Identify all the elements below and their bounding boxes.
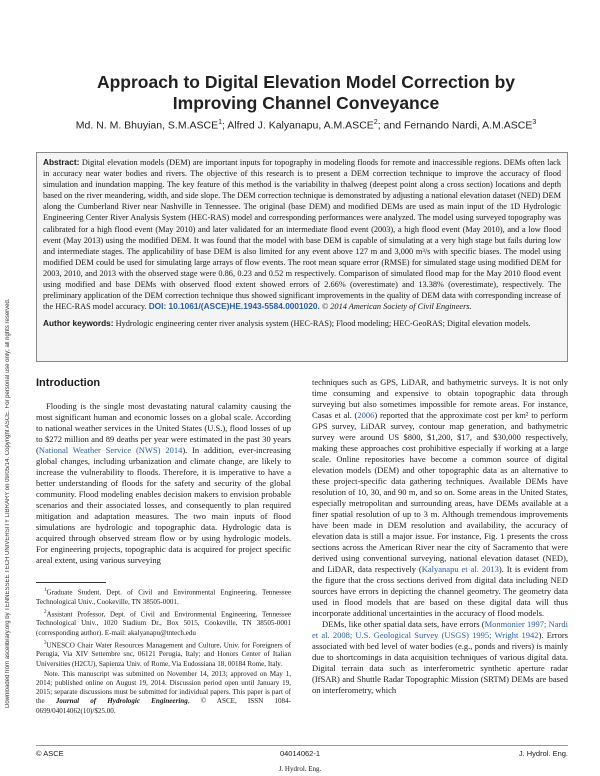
right-p2-text-a: DEMs, like other spatial data sets, have errors ( [322,619,485,629]
right-paragraph-2 [312,619,568,696]
footnote-3 [36,639,291,669]
footer-page-id: 04014062-1 [279,749,321,758]
keywords-label: Author keywords: [43,318,114,329]
author-list [40,119,572,132]
introduction-heading: Introduction [36,377,101,389]
download-notice: Downloaded from ascelibrary.org by TENNESSEE TECH UNIVERSITY LIBRARY on 09/05/14. Copyright ASCE. For personal use only; all rights reserved. [5,298,11,708]
footnote-2 [36,608,291,638]
abstract-label: Abstract: [43,157,80,167]
author-keywords [43,318,561,329]
author-3: ; and Fernando Nardi, A.M.ASCE [377,119,533,132]
manuscript-note [36,670,291,716]
keywords-list: Hydrologic engineering center river analysis system (HEC-RAS); Flood modeling; HEC-GeoRAS; Digital elevation models. [115,319,531,329]
author-1-affiliation-mark: 1 [218,119,223,126]
author-2: ; Alfred J. Kalyanapu, A.M.ASCE [222,119,374,132]
footer-divider [36,745,568,746]
abstract-text [43,157,561,312]
article-title: Approach to Digital Elevation Model Correction by Improving Channel Conveyance [96,72,516,113]
right-p1-text-a: techniques such as GPS, LiDAR, and bathymetric surveys. It is not only time consuming and expensive to obtain topographic data through surveying but also sometimes impossible for remote areas. For instance, Casas et al. ( [312,377,568,420]
right-paragraph-1 [312,377,568,619]
footnote-1 [36,586,291,607]
doi-link[interactable]: DOI: 10.1061/(ASCE)HE.1943-5584.0001020. [148,301,320,312]
note-text: Note. This manuscript was submitted on November 14, 2013; approved on May 1, 2014; published online on August 19, 2014. Discussion period open until January 19, 2015; separate discussions must be submitted for individual papers. This paper is part of the [36,669,291,706]
abstract-box [36,152,568,362]
footnote-1-text: Graduate Student, Dept. of Civil and Environmental Engineering, Tennessee Technological Univ., Cookeville, TN 38505-0001. [36,588,291,606]
citation-nws-2014[interactable]: National Weather Service (NWS) 2014 [38,445,183,455]
note-end: , © ASCE, ISSN 1084-0699/04014062(10)/$25.00. [36,697,292,715]
author-3-affiliation-mark: 3 [532,119,537,126]
intro-p1-end: ). In addition, ever-increasing global changes, including urbanization and climate change, are likely to increase the vulnerability to floods. Therefore, it is imperative to have a better understanding of floods for the safety and security of the global community. Flood modeling enables decision makers to envision probable scenarios and their associated losses, and consequently to plan required mitigation and adaptation measures. The two main inputs of flood simulations are hydrologic and topographic data. Hydrologic data is acquired through observed stream flow or by using hydrologic models. For engineering projects, topographic data is acquired for project specific areal extent, using various surveying [36,445,291,565]
footer-journal: J. Hydrol. Eng. [518,749,568,758]
right-p1-text-c: ). It is evident from the figure that the cross sections derived from digital data including NED sources have errors in depicting the channel geometry. The geometry data used in flood models that are based on these digital data will thus incorporate additional uncertainties in the accuracy of flood models. [312,564,569,618]
footnote-2-mark: 2 [44,609,47,615]
footnote-divider [36,582,106,583]
citation-dem-errors[interactable]: Monmonier 1997; Nardi et al. 2008; U.S. Geological Survey (USGS) 1995; Wright 1942 [312,619,568,640]
footnote-3-mark: 3 [44,640,47,646]
footnote-2-text: Assistant Professor, Dept. of Civil and Environmental Engineering, Tennessee Technological Univ., 1020 Stadium Dr., Box 5015, Cookeville, TN 38505-0001 (corresponding author). E-mail: akalyanapu@tntech.edu [36,610,291,637]
footnotes [36,586,291,717]
citation-casas-2006[interactable]: 2006 [357,410,375,420]
citation-kalyanapu-2013[interactable]: Kalyanapu et al. 2013 [421,564,499,574]
footer-publisher: © ASCE [36,749,64,758]
author-2-affiliation-mark: 2 [373,119,378,126]
abstract-body: Digital elevation models (DEM) are important inputs for topography in modeling floods for remote and inaccessible regions. DEMs often lack in accuracy near water bodies and rivers. The objective of this research is to present a DEM correction technique to improve the accuracy of flood simulation and inundation mapping. The key feature of this method is the variability in thalweg (deepest point along a cross section) locations and depth based on the river meandering, width, and side slope. The DEM correction technique is demonstrated by adjusting a national elevation dataset (NED) DEM along the Cumberland River near Nashville in Tennessee. The original (base DEM) and modified DEMs are used as main input of the 1D Hydrologic Engineering Center River Analysis System (HEC-RAS) model and corresponding performances were analyzed. The model using surveyed topography was calibrated for a high flood event (May 2010) and later validated for an intermediate flood event (2003), a high flood event (May 2010), and a low flood event (May 2013) using the modified DEM. It was found that the model with base DEM is capable of simulating at a very high stage but fails during low and intermediate stages. The applicability of base DEM is also limited for any event above 127 m and 3,000 m³/s with specific biases. The model using modified DEM could be used for simulating large arrays of flow events. The root mean square error (RMSE) for simulated stage using modified DEM for 2003, 2010, and 2013 with the observed stage were 0.86, 0.23 and 0.52 m respectively. Comparison of simulated flood map for the May 2010 flood event using modified and base DEMs with observed flood extent showed errors of 2.66% (overestimate) and 13.38% (overestimate), respectively. The preliminary application of the DEM correction technique thus showed significant improvements in the quality of DEM data with corresponding increase of the HEC-RAS model accuracy. [43,158,561,312]
footer-journal-bottom: J. Hydrol. Eng. [278,765,322,773]
note-journal-name: Journal of Hydrologic Engineering [55,697,188,706]
footnote-1-mark: 1 [44,588,47,593]
intro-p1-text: Flooding is the single most devastating natural calamity causing the most significant human and economic losses on a global scale. According to national weather services in the United States (U.S.), flood losses of up to $272 million and 89 deaths per year were estimated in the past 30 years ( [36,401,291,455]
left-column [36,378,291,566]
footnote-3-text: UNESCO Chair Water Resources Management and Culture, Univ. for Foreigners of Perugia, Via XIV Settembre snc, 06121 Perugia, Italy; and Honors Center of Italian Universities (H2CU), Sapienza Univ. of Rome, Via Eudossiana 18, 00184 Rome, Italy. [36,641,291,668]
author-1: Md. N. M. Bhuyian, S.M.ASCE [75,119,219,132]
right-p1-text-b: ) reported that the approximate cost per km² to perform GPS survey, LiDAR survey, contour map generation, and bathymetric survey were around US $800, $1,200, $17, and $30,000 respectively, making these approaches cost prohibitive especially if working at a large scale. Online repositories have become a common source of digital elevation models (DEM) and other topographic data as an alternative to these project-specific data gathering techniques. Available DEMs have resolution of 10, 30, and 90 m, and so on. Some areas in the United States, especially metropolitan and surrounding areas, have DEMs available at a finer spatial resolution of up to 3 m. Although tremendous improvements have been made in DEM resolution and availability, the accuracy of elevation data is still a major issue. For instance, Fig. 1 presents the cross sections across the American River near the city of Sacramento that were derived using conventional surveying, national elevation dataset (NED), and LiDAR, data respectively ( [312,410,568,574]
right-p2-text-b: ). Errors associated with bed level of water bodies (e.g., ponds and rivers) is mainly due to shortcomings in data acquisition techniques of various digital data. Digital terrain data such as interferometric synthetic aperture radar (IfSAR) and Shuttle Radar Topographic Mission (SRTM) DEMs are based on interferometry, which [312,630,568,695]
intro-paragraph-1 [36,401,291,566]
right-column [312,377,568,696]
abstract-copyright: © 2014 American Society of Civil Engineers. [321,302,472,312]
